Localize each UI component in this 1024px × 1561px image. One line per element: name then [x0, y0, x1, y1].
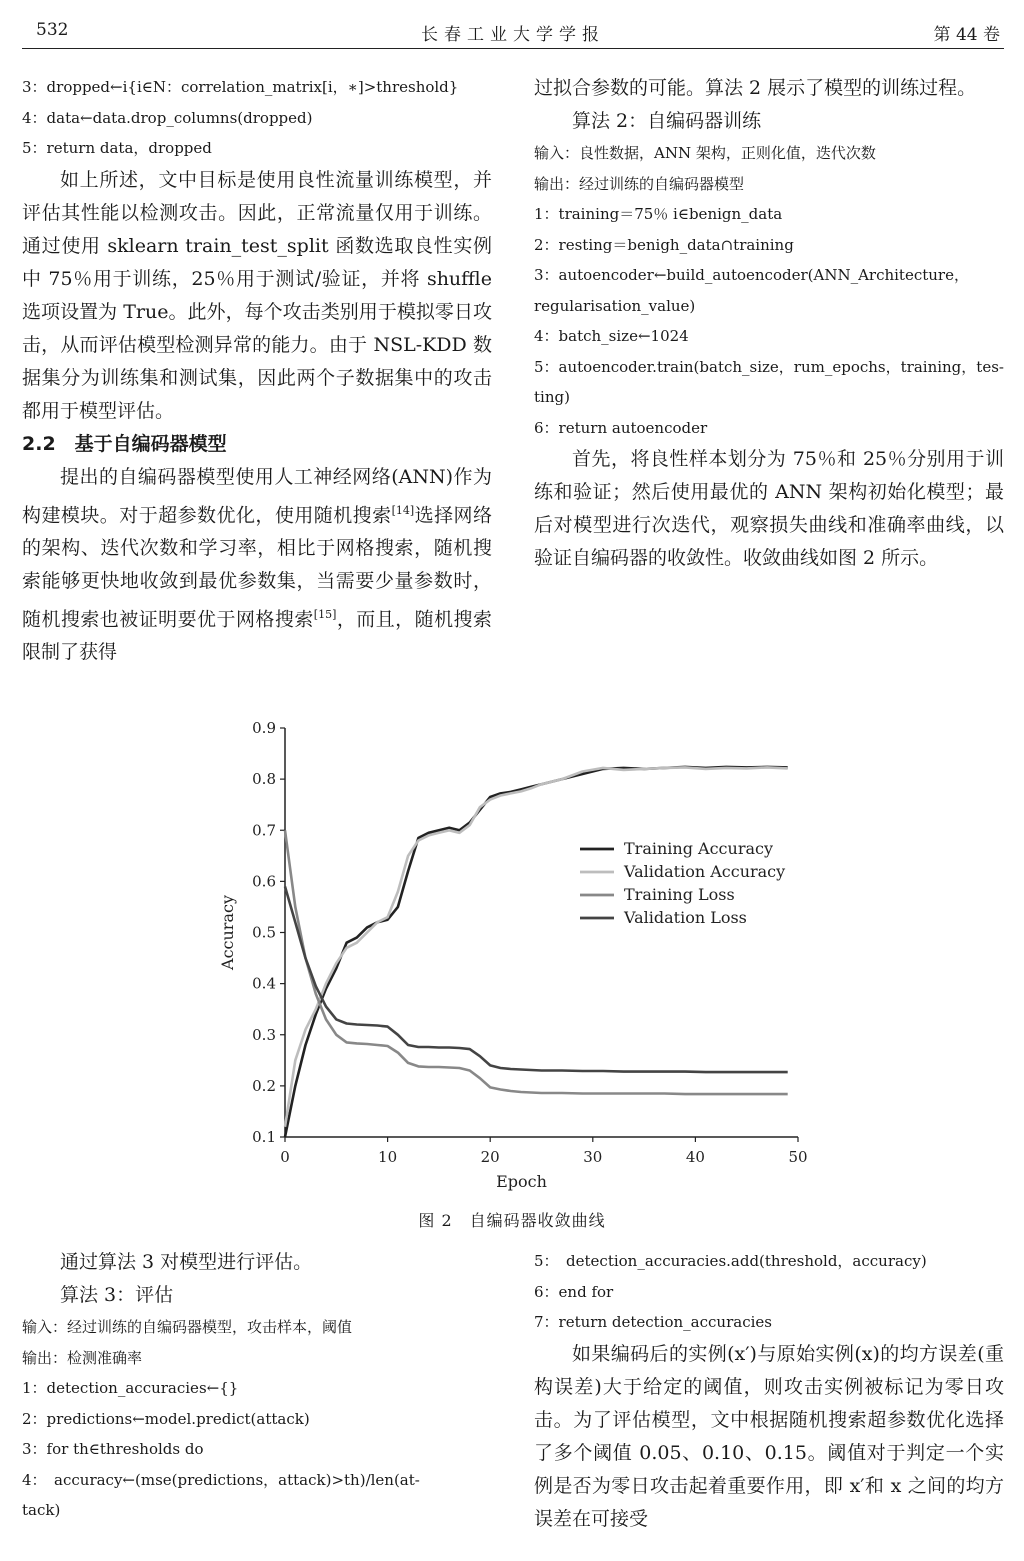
left-column-top	[22, 72, 492, 669]
right-column-bottom	[534, 1246, 1004, 1536]
x-tick-label: 40	[685, 1148, 705, 1166]
algorithm-title: 算法 2：自编码器训练	[572, 110, 762, 132]
code-line: 输入：良性数据，ANN 架构，正则化值，迭代次数	[534, 144, 876, 162]
code-line: 3：dropped←i{i∈N：correlation_matrix[i，∗]>threshold}	[22, 78, 459, 96]
x-tick-label: 10	[378, 1148, 398, 1166]
algorithm-title: 算法 3：评估	[60, 1284, 174, 1306]
right-column-top	[534, 72, 1004, 575]
citation-ref[interactable]: [15]	[313, 607, 337, 621]
code-line: 输出：检测准确率	[22, 1348, 143, 1367]
body-paragraph: 过拟合参数的可能。算法 2 展示了模型的训练过程。	[534, 77, 977, 99]
code-line: ting)	[534, 388, 570, 406]
body-paragraph: 如上所述，文中目标是使用良性流量训练模型，并评估其性能以检测攻击。因此，正常流量仅用于训练。通过使用 sklearn train_test_split 函数选取良性实例中 75％用于训练，25％用于测试/验证，并将 shuffle 选项设置为 True。此外，每个攻击类别用于模拟零日攻击，从而评估模型检测异常的能力。由于 NSL-KDD 数据集分为训练集和测试集，因此两个子数据集中的攻击都用于模型评估。	[22, 168, 492, 422]
legend-label: Validation Accuracy	[624, 862, 786, 881]
code-line: 2：predictions←model.predict(attack)	[22, 1409, 310, 1428]
code-line: regularisation_value)	[534, 296, 696, 315]
code-line: 6：return autoencoder	[534, 418, 708, 437]
code-line: 1：training＝75％ i∈benign_data	[534, 205, 783, 223]
code-line: tack)	[22, 1501, 61, 1519]
code-line: 4：data←data.drop_columns(dropped)	[22, 108, 313, 127]
y-tick-label: 0.4	[252, 974, 276, 993]
journal-title: 长春工业大学学报	[421, 25, 605, 45]
code-line: 5：return data，dropped	[22, 139, 212, 157]
page-header	[22, 14, 1004, 49]
figure-caption: 图 2 自编码器收敛曲线	[418, 1211, 606, 1230]
y-tick-label: 0.1	[252, 1128, 276, 1146]
chart-svg	[200, 712, 820, 1192]
code-line: 6：end for	[534, 1282, 614, 1301]
x-tick-label: 0	[280, 1148, 290, 1166]
y-tick-label: 0.2	[252, 1076, 276, 1095]
code-line: 输入：经过训练的自编码器模型，攻击样本，阈值	[22, 1318, 353, 1336]
code-line: 5：autoencoder.train(batch_size，rum_epochs，training，tes-	[534, 357, 1004, 376]
code-line: 输出：经过训练的自编码器模型	[534, 174, 745, 193]
code-line: 2：resting＝benigh_data∩training	[534, 235, 794, 254]
convergence-chart	[200, 712, 820, 1192]
x-tick-label: 30	[583, 1148, 603, 1166]
code-line: 5： detection_accuracies.add(threshold，accuracy)	[534, 1252, 927, 1270]
y-tick-label: 0.6	[252, 872, 276, 891]
legend-label: Training Loss	[624, 885, 735, 904]
citation-ref[interactable]: [14]	[391, 503, 415, 517]
code-line: 4：batch_size←1024	[534, 327, 689, 345]
x-axis-label: Epoch	[496, 1172, 547, 1191]
body-paragraph: 首先，将良性样本划分为 75％和 25％分别用于训练和验证；然后使用最优的 ANN 架构初始化模型；最后对模型进行次迭代，观察损失曲线和准确率曲线，以验证自编码器的收敛性。收敛曲线如图 2 所示。	[534, 448, 1004, 569]
body-paragraph: 提出的自编码器模型使用人工神经网络(ANN)作为构建模块。对于超参数优化，使用随机搜索[14]选择网络的架构、迭代次数和学习率，相比于网格搜索，随机搜索能够更快地收敛到最优参数集，当需要少量参数时，随机搜索也被证明要优于网格搜索[15]，而且，随机搜索限制了获得	[22, 465, 492, 664]
x-tick-label: 20	[480, 1148, 500, 1166]
series-line-training-accuracy	[285, 767, 788, 1137]
legend-label: Validation Loss	[624, 908, 747, 927]
y-axis-label: Accuracy	[218, 895, 237, 970]
y-tick-label: 0.7	[252, 821, 276, 840]
y-tick-label: 0.5	[252, 923, 276, 942]
y-tick-label: 0.9	[252, 719, 276, 737]
x-tick-label: 50	[788, 1148, 808, 1166]
code-line: 3：autoencoder←build_autoencoder(ANN_Architecture，	[534, 266, 969, 284]
y-tick-label: 0.3	[252, 1025, 276, 1044]
section-heading: 2.2 基于自编码器模型	[22, 432, 227, 455]
code-line: 3：for th∈thresholds do	[22, 1440, 204, 1458]
code-line: 4： accuracy←(mse(predictions，attack)>th)/len(at-	[22, 1470, 420, 1489]
left-column-bottom	[22, 1246, 492, 1526]
code-line: 7：return detection_accuracies	[534, 1313, 772, 1331]
body-paragraph: 通过算法 3 对模型进行评估。	[60, 1251, 313, 1273]
code-line: 1：detection_accuracies←{}	[22, 1379, 239, 1397]
page-number: 532	[36, 20, 69, 40]
legend-label: Training Accuracy	[624, 839, 773, 858]
y-tick-label: 0.8	[252, 770, 276, 789]
body-paragraph: 如果编码后的实例(x′)与原始实例(x)的均方误差(重构误差)大于给定的阈值，则攻击实例被标记为零日攻击。为了评估模型，文中根据随机搜索超参数优化选择了多个阈值 0.05、0.10、0.15。阈值对于判定一个实例是否为零日攻击起着重要作用，即 x′和 x 之间的均方误差在可接受	[534, 1342, 1004, 1530]
volume-label: 第 44 卷	[933, 25, 1000, 45]
